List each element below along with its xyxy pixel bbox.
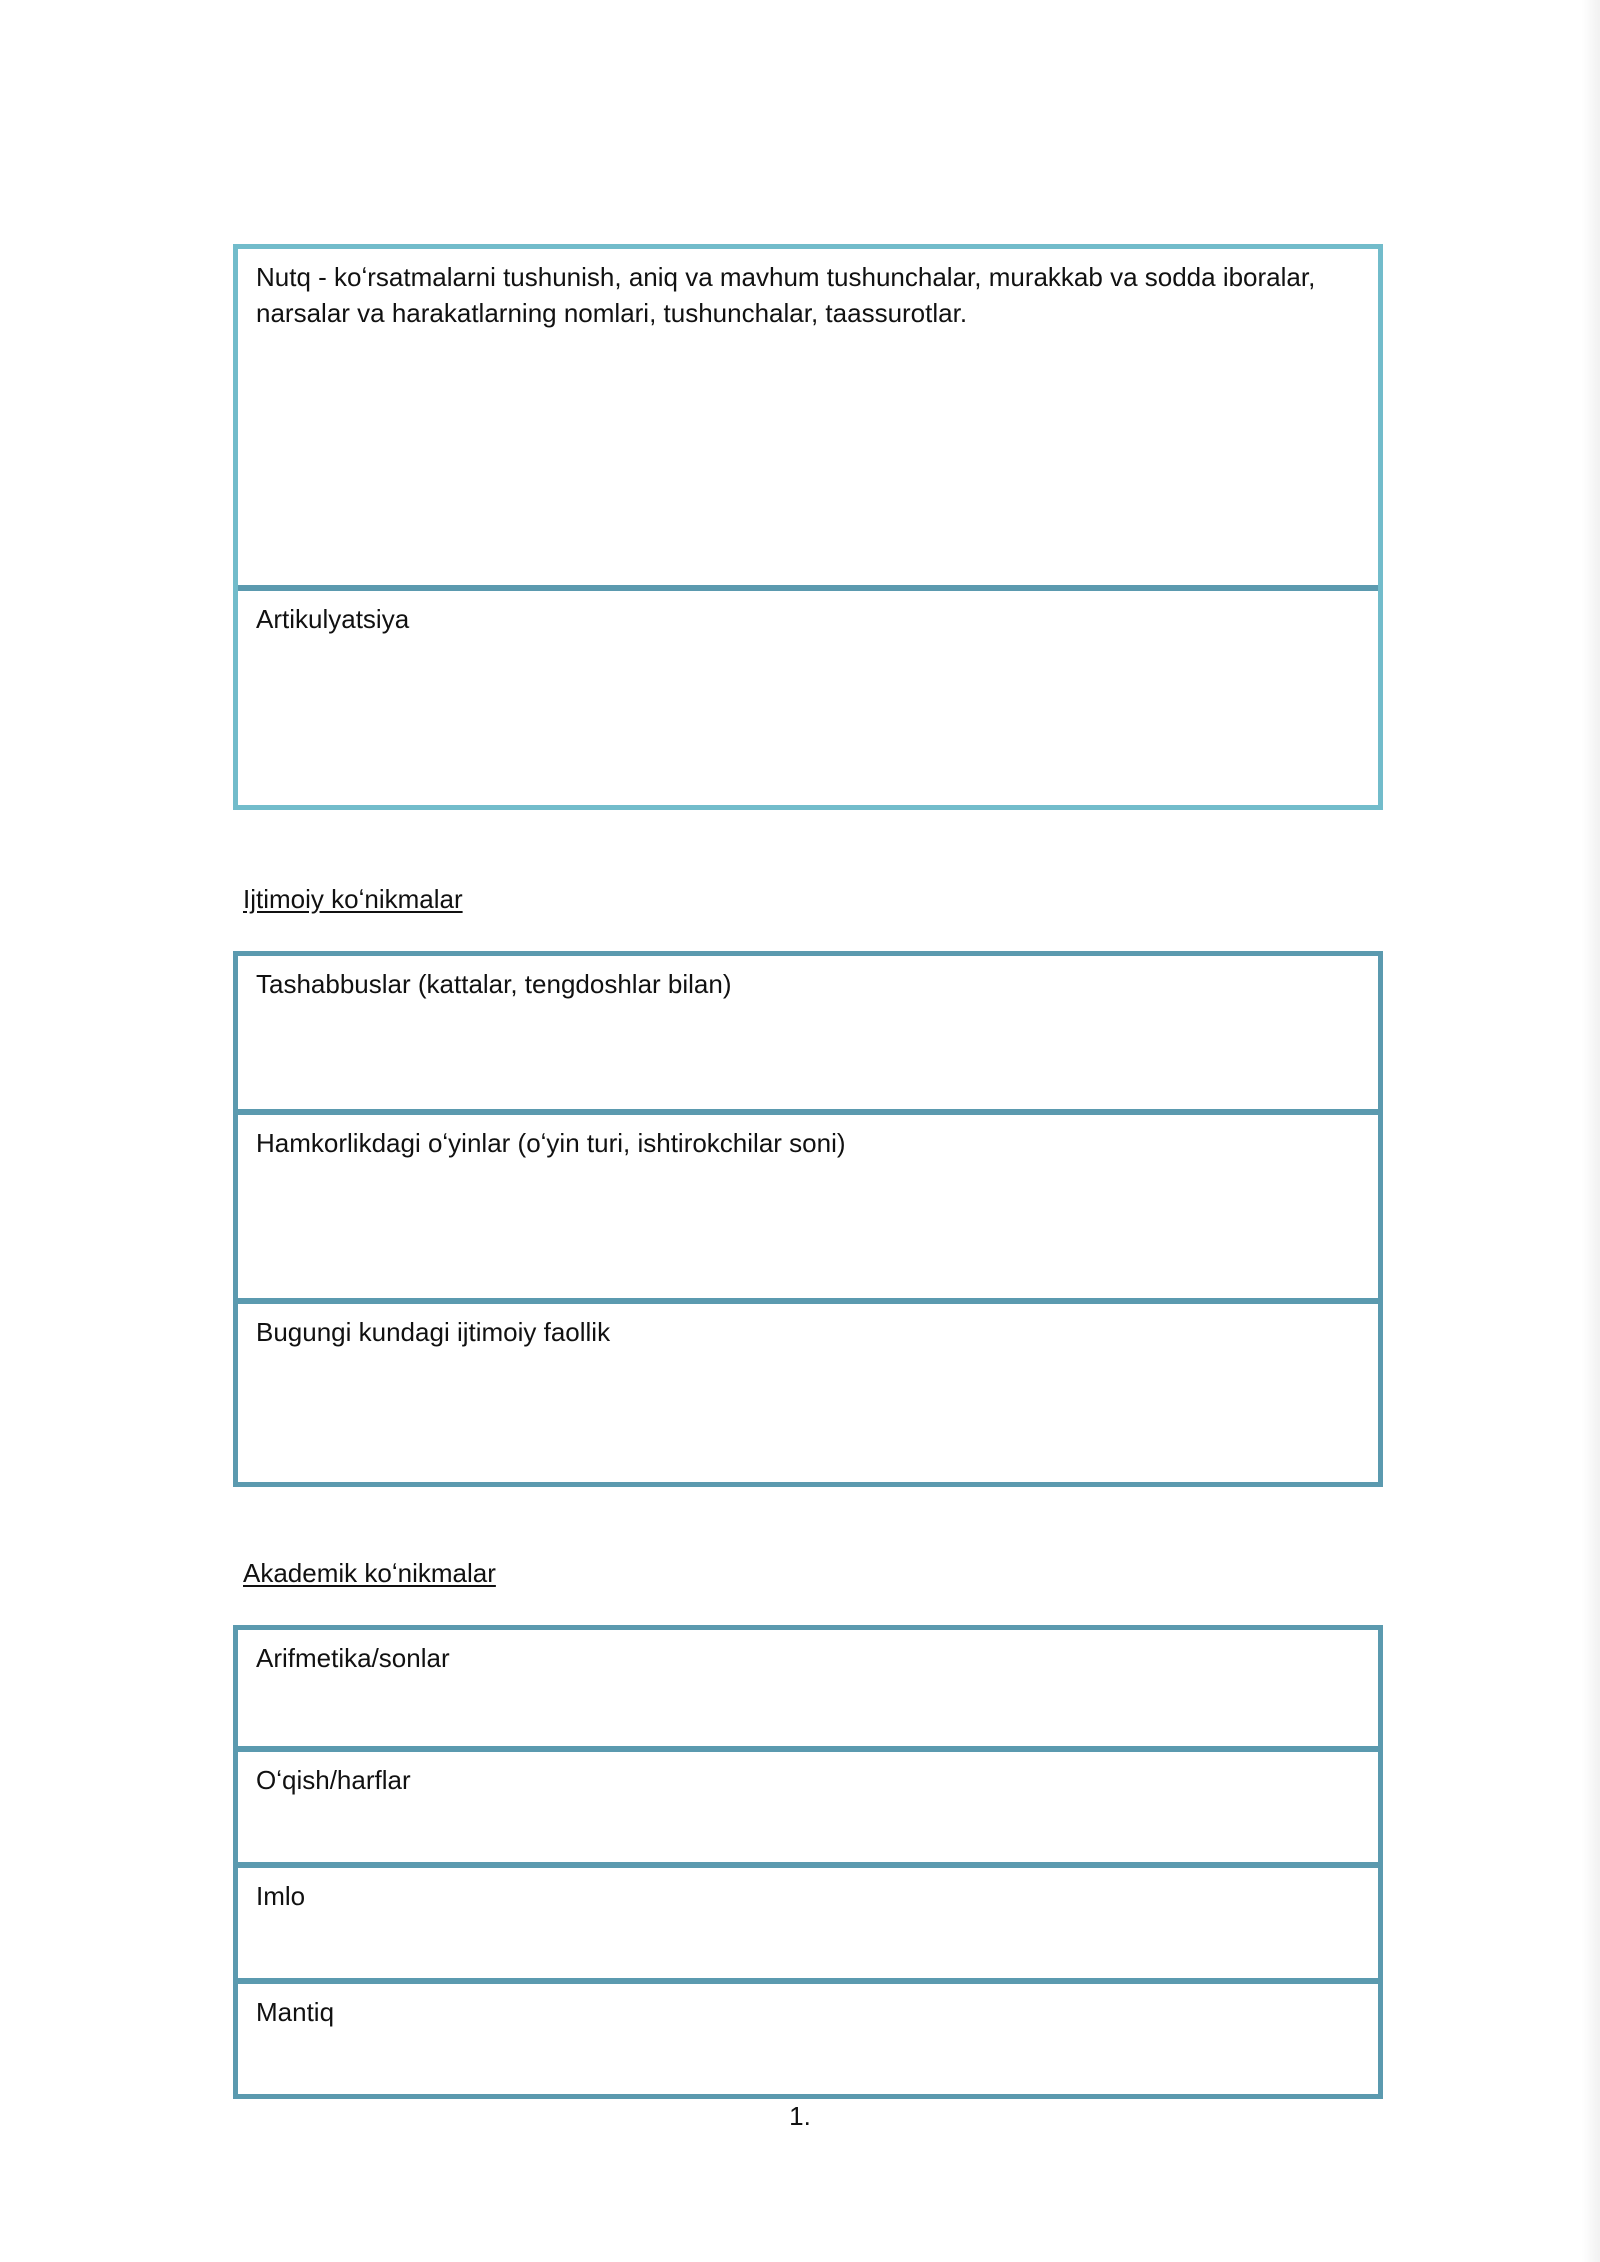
reading-cell[interactable] — [238, 1746, 1378, 1862]
reading-label: Oʻqish/harflar — [256, 1765, 411, 1795]
articulation-label: Artikulyatsiya — [256, 604, 410, 634]
speech-table — [233, 244, 1383, 810]
spelling-cell[interactable] — [238, 1862, 1378, 1978]
page-edge-shadow — [1582, 0, 1600, 2262]
logic-cell[interactable] — [238, 1978, 1378, 2094]
page-number: 1. — [789, 2101, 811, 2131]
articulation-cell[interactable] — [238, 585, 1378, 805]
spelling-label: Imlo — [256, 1881, 306, 1911]
arithmetic-label: Arifmetika/sonlar — [256, 1643, 450, 1673]
academic-skills-table — [233, 1625, 1383, 2099]
social-activity-label: Bugungi kundagi ijtimoiy faollik — [256, 1317, 611, 1347]
social-skills-table — [233, 951, 1383, 1487]
speech-comprehension-cell[interactable] — [238, 249, 1378, 585]
arithmetic-cell[interactable] — [238, 1630, 1378, 1746]
social-skills-heading: Ijtimoiy koʻnikmalar — [243, 884, 463, 914]
social-activity-cell[interactable] — [238, 1298, 1378, 1482]
logic-label: Mantiq — [256, 1997, 335, 2027]
initiatives-cell[interactable] — [238, 956, 1378, 1109]
cooperative-play-cell[interactable] — [238, 1109, 1378, 1298]
cooperative-play-label: Hamkorlikdagi oʻyinlar (oʻyin turi, ishtirokchilar soni) — [256, 1128, 846, 1158]
initiatives-label: Tashabbuslar (kattalar, tengdoshlar bilan) — [256, 969, 732, 999]
speech-comprehension-label: Nutq - koʻrsatmalarni tushunish, aniq va mavhum tushunchalar, murakkab va sodda iboralar, narsalar va harakatlarning nomlari, tushunchalar, taassurotlar. — [256, 262, 1316, 328]
academic-skills-heading: Akademik koʻnikmalar — [243, 1558, 496, 1588]
